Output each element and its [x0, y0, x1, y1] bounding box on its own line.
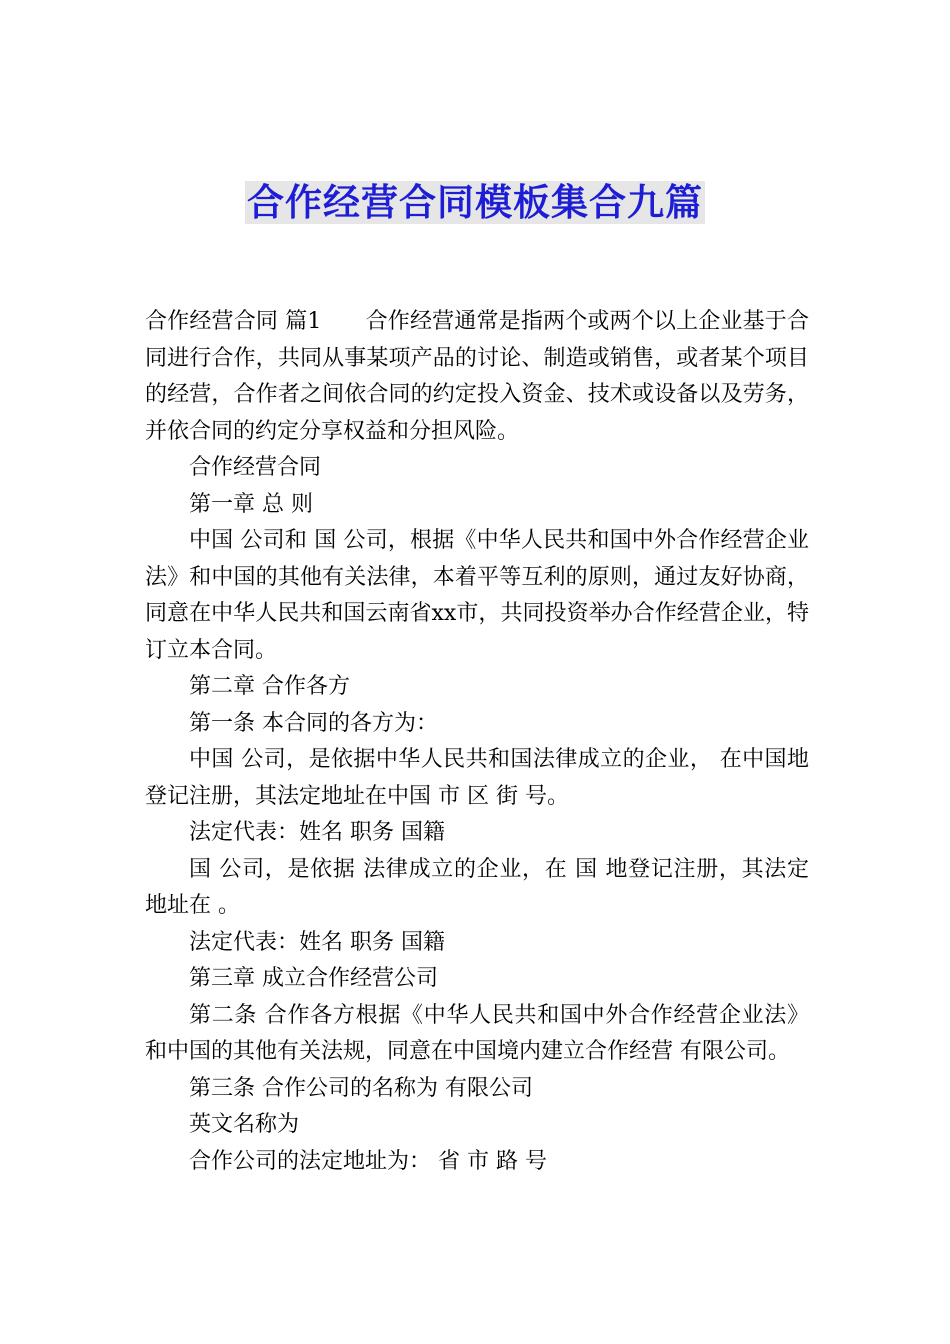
paragraph: 合作经营合同: [189, 455, 322, 480]
paragraph: 国 公司，是依据 法律成立的企业，在 国 地登记注册，其法定地址在 。: [145, 856, 809, 918]
paragraph: 英文名称为: [189, 1112, 300, 1137]
article-heading: 第一条 本合同的各方为：: [189, 710, 438, 736]
paragraph: 中国 公司，是依据中华人民共和国法律成立的企业， 在中国地登记注册，其法定地址在中国 市 区 街 号。: [145, 747, 809, 809]
paragraph-intro: [145, 304, 809, 450]
chapter-heading: 第一章 总 则: [189, 491, 313, 517]
paragraph: 第二条 合作各方根据《中华人民共和国中外合作经营企业法》和中国的其他有关法规，同意在中国境内建立合作经营 有限公司。: [145, 1002, 809, 1064]
paragraph: 法定代表：姓名 职务 国籍: [189, 820, 445, 845]
chapter-heading: 第二章 合作各方: [189, 674, 350, 699]
paragraph: 法定代表：姓名 职务 国籍: [189, 929, 445, 955]
chapter-heading: 第三章 成立合作经营公司: [189, 966, 438, 991]
document-title-text: 合作经营合同模板集合九篇: [247, 181, 703, 224]
paragraph: 合作公司的法定地址为： 省 市 路 号: [189, 1148, 547, 1174]
paragraph: 第三条 合作公司的名称为 有限公司: [189, 1075, 533, 1101]
paragraph: 中国 公司和 国 公司，根据《中华人民共和国中外合作经营企业法》和中国的其他有关法律，本着平等互利的原则，通过友好协商，同意在中华人民共和国云南省xx市，共同投资举办合作经营企业，特订立本合同。: [145, 528, 809, 663]
document-body: [145, 304, 809, 1180]
section-lead: 合作经营合同 篇1: [145, 309, 322, 334]
document-title: [0, 172, 950, 226]
paragraph-text: 合作经营通常是指两个或两个以上企业基于合同进行合作，共同从事某项产品的讨论、制造或销售，或者某个项目的经营，合作者之间依合同的约定投入资金、技术或设备以及劳务，并依合同的约定分享权益和分担风险。: [145, 309, 809, 444]
